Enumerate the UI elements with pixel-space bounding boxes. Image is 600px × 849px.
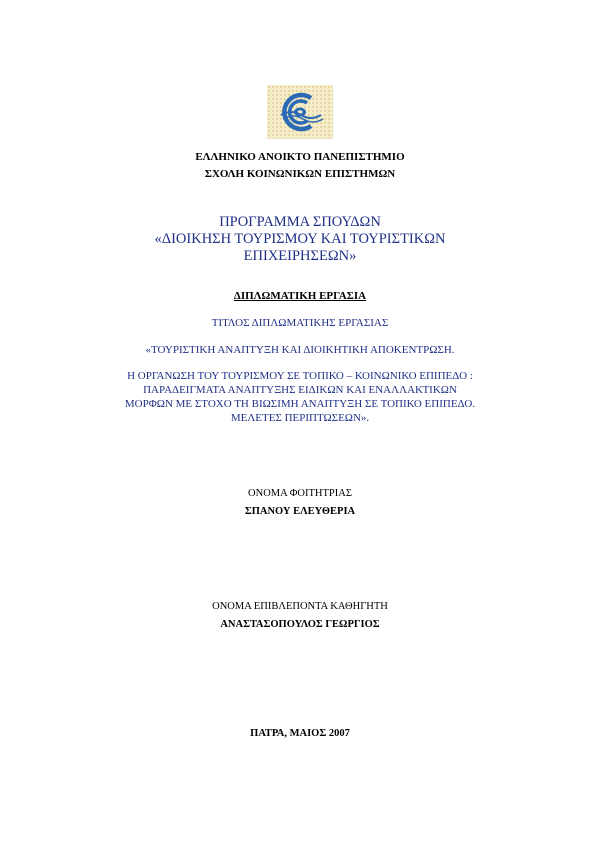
program-title-line-1: ΠΡΟΓΡΑΜΜΑ ΣΠΟΥΔΩΝ [219,214,381,230]
place-date: ΠΑΤΡΑ, ΜΑΙΟΣ 2007 [250,728,350,739]
thesis-title-main: «ΤΟΥΡΙΣΤΙΚΗ ΑΝΑΠΤΥΞΗ ΚΑΙ ΔΙΟΙΚΗΤΙΚΗ ΑΠΟΚΕΝΤΡΩΣΗ. [145,344,455,356]
thesis-heading: ΔΙΠΛΩΜΑΤΙΚΗ ΕΡΓΑΣΙΑ [233,290,367,302]
program-title-line-2: «ΔΙΟΙΚΗΣΗ ΤΟΥΡΙΣΜΟΥ ΚΑΙ ΤΟΥΡΙΣΤΙΚΩΝ [154,231,446,247]
eap-university-logo-icon [267,85,333,139]
school-name: ΣΧΟΛΗ ΚΟΙΝΩΝΙΚΩΝ ΕΠΙΣΤΗΜΩΝ [204,168,396,180]
thesis-subtitle-line-3: ΜΟΡΦΩΝ ΜΕ ΣΤΟΧΟ ΤΗ ΒΙΩΣΙΜΗ ΑΝΑΠΤΥΞΗ ΣΕ ΤΟΠΙΚΟ ΕΠΙΠΕΔΟ. [124,398,476,410]
thesis-title-label: ΤΙΤΛΟΣ ΔΙΠΛΩΜΑΤΙΚΗΣ ΕΡΓΑΣΙΑΣ [211,317,389,329]
thesis-subtitle-line-1: Η ΟΡΓΑΝΩΣΗ ΤΟΥ ΤΟΥΡΙΣΜΟΥ ΣΕ ΤΟΠΙΚΟ – ΚΟΙΝΩΝΙΚΟ ΕΠΙΠΕΔΟ : [127,370,473,382]
university-name: ΕΛΛΗΝΙΚΟ ΑΝΟΙΚΤΟ ΠΑΝΕΠΙΣΤΗΜΙΟ [195,151,405,163]
thesis-subtitle-line-2: ΠΑΡΑΔΕΙΓΜΑΤΑ ΑΝΑΠΤΥΞΗΣ ΕΙΔΙΚΩΝ ΚΑΙ ΕΝΑΛΛΑΚΤΙΚΩΝ [143,384,457,396]
student-name: ΣΠΑΝΟΥ ΕΛΕΥΘΕΡΙΑ [244,506,356,517]
student-label: ΟΝΟΜΑ ΦΟΙΤΗΤΡΙΑΣ [248,488,352,499]
supervisor-name: ΑΝΑΣΤΑΣΟΠΟΥΛΟΣ ΓΕΩΡΓΙΟΣ [220,619,380,630]
supervisor-label: ΟΝΟΜΑ ΕΠΙΒΛΕΠΟΝΤΑ ΚΑΘΗΓΗΤΗ [212,601,388,612]
program-title-line-3: ΕΠΙΧΕΙΡΗΣΕΩΝ» [243,248,357,264]
thesis-subtitle-line-4: ΜΕΛΕΤΕΣ ΠΕΡΙΠΤΩΣΕΩΝ». [230,412,370,424]
